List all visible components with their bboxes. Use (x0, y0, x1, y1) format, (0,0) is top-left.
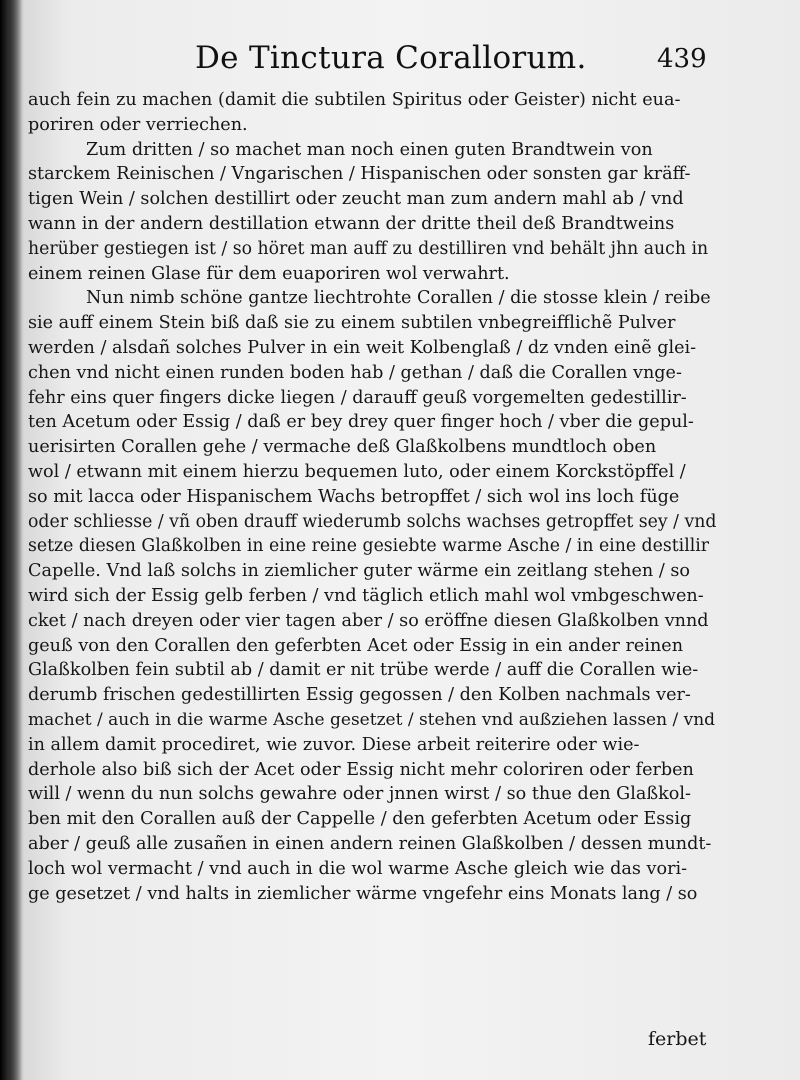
text-line: derhole also biß sich der Acet oder Essig nicht mehr coloriren oder ferben (28, 759, 694, 780)
text-line: machet / auch in die warme Asche gesetzet / stehen vnd außziehen lassen / vnd (28, 709, 716, 730)
running-head (0, 40, 800, 84)
text-line: aber / geuß alle zusañen in einen andern reinen Glaßkolben / dessen mundt- (28, 833, 712, 854)
paragraph-start-line: Zum dritten / so machet man noch einen guten Brandtwein von (86, 139, 653, 160)
text-line: Capelle. Vnd laß solchs in ziemlicher guter wärme ein zeitlang stehen / so (28, 561, 690, 582)
text-line: starckem Reinischen / Vngarischen / Hispanischen oder sonsten gar kräff- (28, 164, 691, 185)
text-line: fehr eins quer fingers dicke liegen / darauff geuß vorgemelten gedestillir- (28, 387, 687, 408)
text-line: auch fein zu machen (damit die subtilen Spiritus oder Geister) nicht eua- (28, 90, 681, 110)
text-line: oder schliesse / vñ oben drauff wiederumb solchs wachses getropffet sey / vnd (28, 511, 717, 532)
text-line: derumb frischen gedestillirten Essig gegossen / den Kolben nachmals ver- (28, 685, 691, 706)
text-line: wann in der andern destillation etwann der dritte theil deß Brandtweins (28, 213, 675, 234)
text-line: einem reinen Glase für dem euaporiren wol verwahrt. (28, 263, 510, 284)
text-line: in allem damit procediret, wie zuvor. Diese arbeit reiterire oder wie- (28, 734, 640, 755)
text-line: geuß von den Corallen den geferbten Acet oder Essig in ein ander reinen (28, 635, 684, 656)
page-gutter-shadow (0, 0, 22, 1080)
catchword: ferbet (648, 1028, 707, 1050)
text-line: so mit lacca oder Hispanischem Wachs betropffet / sich wol ins loch füge (28, 486, 680, 507)
text-line: wird sich der Essig gelb ferben / vnd täglich etlich mahl wol vmbgeschwen- (28, 585, 704, 606)
body-text (28, 88, 718, 906)
page-title: De Tinctura Corallorum. (195, 40, 587, 76)
text-line: ten Acetum oder Essig / daß er bey drey quer finger hoch / vber die gepul- (28, 412, 694, 433)
text-line: sie auff einem Stein biß daß sie zu einem subtilen vnbegreifflichẽ Pulver (28, 313, 676, 334)
paragraph-start-line: Nun nimb schöne gantze liechtrohte Corallen / die stosse klein / reibe (86, 288, 711, 309)
text-line: poriren oder verriechen. (28, 114, 248, 135)
text-line: wol / etwann mit einem hierzu bequemen luto, oder einem Korckstöpffel / (28, 461, 686, 482)
text-line: loch wol vermacht / vnd auch in die wol warme Asche gleich wie das vori- (28, 858, 688, 879)
text-line: will / wenn du nun solchs gewahre oder jnnen wirst / so thue den Glaßkol- (28, 784, 691, 805)
text-line: herüber gestiegen ist / so höret man auff zu destilliren vnd behält jhn auch in (28, 238, 709, 259)
text-line: chen vnd nicht einen runden boden hab / gethan / daß die Corallen vnge- (28, 362, 682, 383)
text-line: Glaßkolben fein subtil ab / damit er nit trübe werde / auff die Corallen wie- (28, 660, 699, 681)
page-number: 439 (657, 44, 707, 74)
text-line: setze diesen Glaßkolben in eine reine gesiebte warme Asche / in eine destillir (28, 536, 710, 557)
text-line: cket / nach dreyen oder vier tagen aber / so eröffne diesen Glaßkolben vnnd (28, 610, 709, 631)
text-line: werden / alsdañ solches Pulver in ein weit Kolbenglaß / dz vnden einẽ glei- (28, 337, 697, 358)
text-line: tigen Wein / solchen destillirt oder zeucht man zum andern mahl ab / vnd (28, 189, 684, 210)
text-line: ben mit den Corallen auß der Cappelle / den geferbten Acetum oder Essig (28, 809, 692, 830)
text-line: uerisirten Corallen gehe / vermache deß Glaßkolbens mundtloch oben (28, 437, 657, 458)
text-line: ge gesetzet / vnd halts in ziemlicher wärme vngefehr eins Monats lang / so (28, 883, 698, 904)
